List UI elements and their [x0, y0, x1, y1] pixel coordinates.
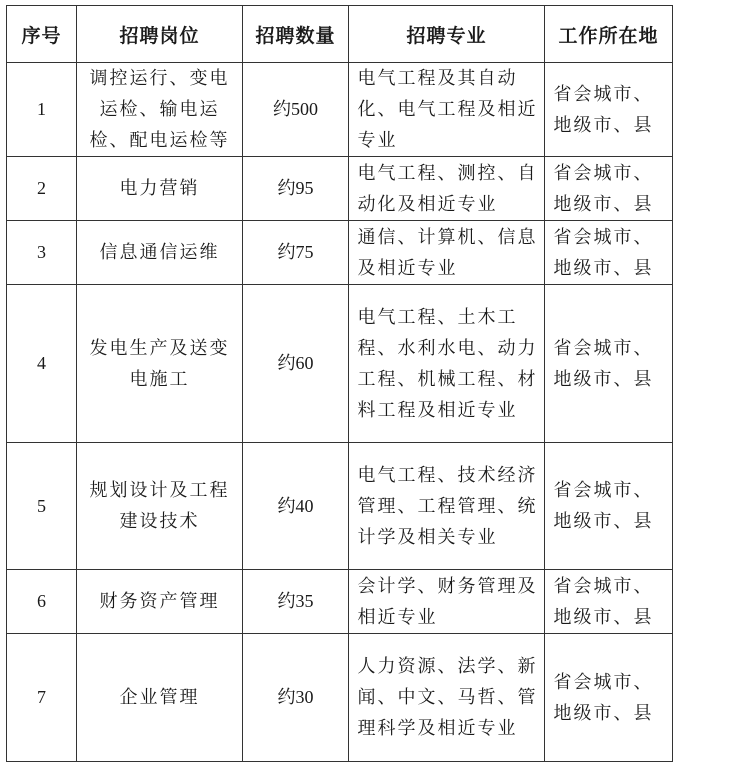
cell-location: [545, 443, 673, 570]
recruitment-table-wrapper: [6, 5, 673, 762]
cell-post-text: 信息通信运维: [99, 242, 220, 263]
header-location: 工作所在地: [545, 6, 673, 63]
header-major: 招聘专业: [349, 6, 545, 63]
table-row: [7, 570, 673, 634]
cell-location: [545, 634, 673, 762]
cell-major-text: 会计学、财务管理及相近专业: [357, 575, 538, 628]
header-count: 招聘数量: [243, 6, 349, 63]
table-row: [7, 221, 673, 285]
cell-location: [545, 570, 673, 634]
cell-major-text: 电气工程、土木工程、水利水电、动力工程、机械工程、材料工程及相近专业: [357, 306, 538, 421]
table-row: [7, 63, 673, 157]
table-row: [7, 634, 673, 762]
cell-major-text: 电气工程、技术经济管理、工程管理、统计学及相关专业: [357, 464, 538, 548]
cell-index: 2: [7, 157, 77, 221]
cell-index: 3: [7, 221, 77, 285]
header-post: 招聘岗位: [77, 6, 243, 63]
cell-post: [77, 63, 243, 157]
cell-location-text: 省会城市、地级市、县: [553, 162, 654, 215]
cell-post-text: 发电生产及送变电施工: [89, 337, 230, 390]
cell-major-text: 电气工程及其自动化、电气工程及相近专业: [357, 68, 538, 151]
cell-location-text: 省会城市、地级市、县: [553, 575, 654, 628]
cell-major: [349, 221, 545, 285]
table-row: [7, 157, 673, 221]
cell-post: [77, 221, 243, 285]
recruitment-table: [6, 5, 673, 762]
cell-index: 7: [7, 634, 77, 762]
cell-index: 4: [7, 285, 77, 443]
cell-major: [349, 634, 545, 762]
cell-major: [349, 570, 545, 634]
header-index: 序号: [7, 6, 77, 63]
cell-post: [77, 443, 243, 570]
cell-post: [77, 157, 243, 221]
cell-location: [545, 285, 673, 443]
cell-count: 约500: [243, 63, 349, 157]
cell-post-text: 电力营销: [119, 178, 200, 199]
cell-count: 约60: [243, 285, 349, 443]
cell-location-text: 省会城市、地级市、县: [553, 480, 654, 532]
table-row: [7, 443, 673, 570]
cell-post: [77, 570, 243, 634]
cell-index: 6: [7, 570, 77, 634]
cell-location-text: 省会城市、地级市、县: [553, 337, 654, 390]
cell-location: [545, 221, 673, 285]
cell-post-text: 企业管理: [119, 687, 200, 708]
cell-major: [349, 63, 545, 157]
cell-major: [349, 285, 545, 443]
cell-post-text: 规划设计及工程建设技术: [89, 480, 230, 532]
cell-major-text: 人力资源、法学、新闻、中文、马哲、管理科学及相近专业: [357, 656, 538, 739]
cell-index: 1: [7, 63, 77, 157]
cell-count: 约95: [243, 157, 349, 221]
cell-major-text: 电气工程、测控、自动化及相近专业: [357, 162, 538, 215]
cell-post: [77, 285, 243, 443]
cell-count: 约30: [243, 634, 349, 762]
cell-count: 约75: [243, 221, 349, 285]
cell-major-text: 通信、计算机、信息及相近专业: [357, 226, 538, 279]
cell-location-text: 省会城市、地级市、县: [553, 226, 654, 279]
cell-location-text: 省会城市、地级市、县: [553, 671, 654, 724]
table-row: [7, 285, 673, 443]
cell-location: [545, 63, 673, 157]
cell-count: 约40: [243, 443, 349, 570]
cell-post-text: 调控运行、变电运检、输电运检、配电运检等: [89, 68, 230, 151]
cell-count: 约35: [243, 570, 349, 634]
cell-post: [77, 634, 243, 762]
cell-major: [349, 443, 545, 570]
cell-major: [349, 157, 545, 221]
cell-location-text: 省会城市、地级市、县: [553, 83, 654, 136]
cell-post-text: 财务资产管理: [99, 591, 220, 612]
header-row: [7, 6, 673, 63]
cell-index: 5: [7, 443, 77, 570]
cell-location: [545, 157, 673, 221]
